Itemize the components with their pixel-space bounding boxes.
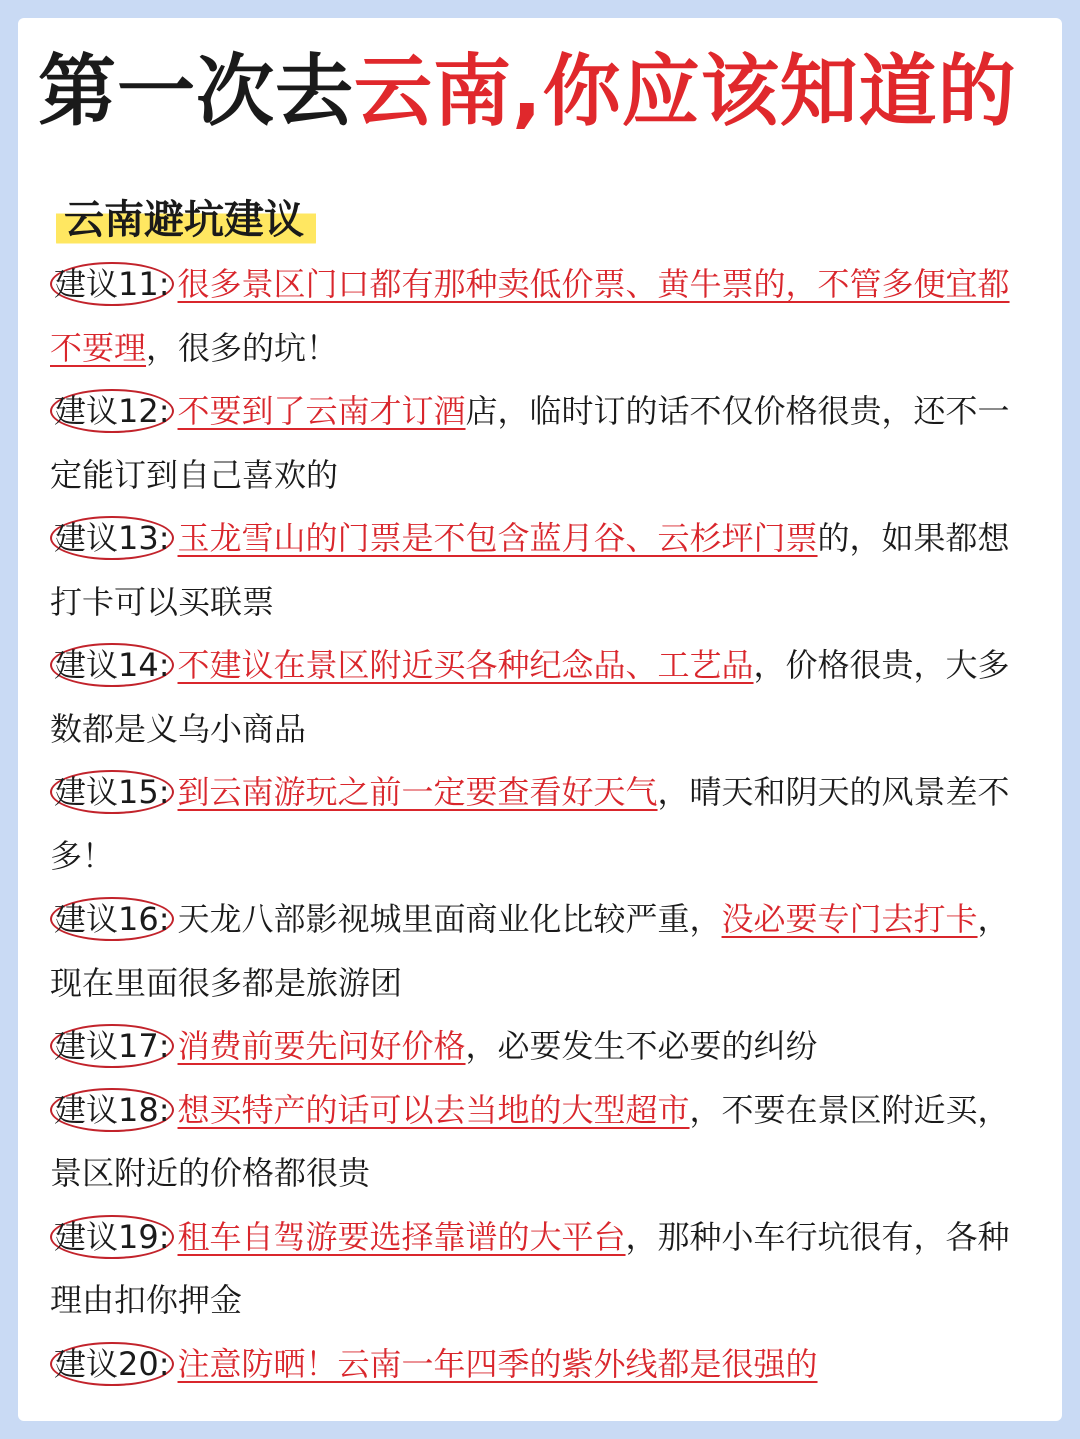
tip-pre-text: 天龙八部影视城里面商业化比较严重， xyxy=(177,900,722,938)
tips-list xyxy=(50,253,1030,1396)
tip-label: 建议19: xyxy=(50,1215,174,1259)
tip-label: 建议12: xyxy=(50,389,174,433)
tip-label: 建议11: xyxy=(50,262,174,306)
tip-label: 建议18: xyxy=(50,1088,174,1132)
tip-label: 建议17: xyxy=(50,1024,174,1068)
tip-highlight: 注意防晒！云南一年四季的紫外线都是很强的 xyxy=(177,1344,818,1383)
tip-highlight: 很多景区门口都有那种卖低价票、黄牛票的，不管多便宜都不要理 xyxy=(50,265,1010,367)
tip-text: 店，临时订的话不仅价格很贵，还不一定能订到自己喜欢的 xyxy=(50,392,1010,494)
tip-item xyxy=(50,1333,1030,1397)
tip-highlight: 玉龙雪山的门票是不包含蓝月谷、云杉坪门票 xyxy=(177,519,818,557)
tip-label: 建议15: xyxy=(50,770,174,814)
tip-label: 建议16: xyxy=(50,897,174,941)
section-heading: 云南避坑建议 xyxy=(56,192,316,248)
tip-item xyxy=(50,1079,1030,1206)
tip-text: ，很多的坑！ xyxy=(146,328,339,367)
tip-text: ，价格很贵，大多数都是义乌小商品 xyxy=(50,646,1010,748)
tip-highlight: 消费前要先问好价格 xyxy=(177,1027,466,1065)
tip-highlight: 想买特产的话可以去当地的大型超市 xyxy=(177,1090,690,1129)
tip-label: 建议14: xyxy=(50,643,174,687)
tip-highlight: 没必要专门去打卡 xyxy=(721,900,978,938)
title-part-black: 第一次去 xyxy=(38,47,355,137)
tip-item xyxy=(50,507,1030,634)
tip-highlight: 不建议在景区附近买各种纪念品、工艺品 xyxy=(177,646,754,684)
tip-item xyxy=(50,634,1030,761)
tip-item xyxy=(50,380,1030,507)
tip-item xyxy=(50,1206,1030,1333)
title-part-red: 云南,你应该知道的 xyxy=(354,47,1017,137)
tip-highlight: 到云南游玩之前一定要查看好天气 xyxy=(177,773,658,811)
tip-text: ，那种小车行坑很有，各种理由扣你押金 xyxy=(50,1217,1010,1319)
tip-label: 建议13: xyxy=(50,516,174,560)
tip-item xyxy=(50,1015,1030,1079)
tip-item xyxy=(50,761,1030,888)
tip-text: ，必要发生不必要的纠纷 xyxy=(465,1027,818,1065)
tip-text: ，不要在景区附近买，景区附近的价格都很贵 xyxy=(50,1090,1010,1192)
page-title xyxy=(38,42,1017,142)
tip-highlight: 不要到了云南才订酒 xyxy=(177,392,466,430)
tip-text: 的，如果都想打卡可以买联票 xyxy=(50,519,1010,621)
tip-item xyxy=(50,888,1030,1015)
tip-item xyxy=(50,253,1030,380)
tip-label: 建议20: xyxy=(50,1342,174,1386)
tip-highlight: 租车自驾游要选择靠谱的大平台 xyxy=(177,1217,626,1256)
tip-text: ，现在里面很多都是旅游团 xyxy=(50,900,1010,1002)
tip-text: ，晴天和阴天的风景差不多！ xyxy=(50,773,1010,875)
